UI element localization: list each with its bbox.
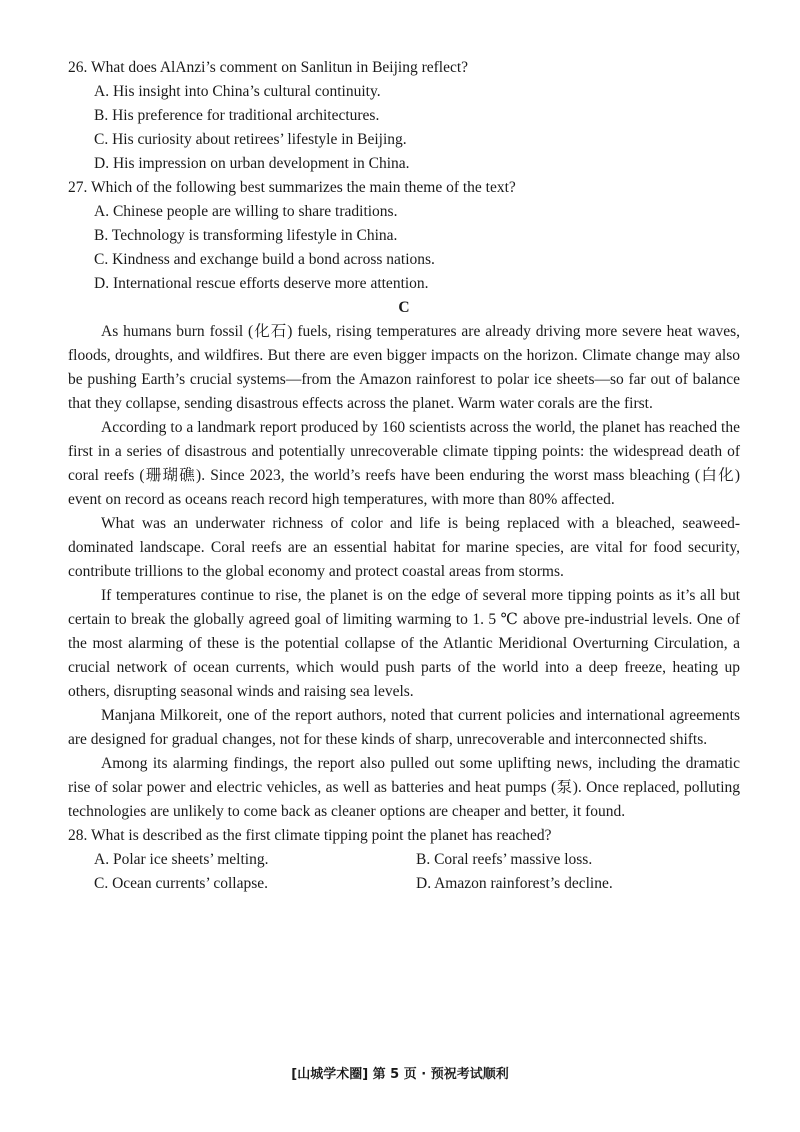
- question-27-stem: 27. Which of the following best summarizes the main theme of the text?: [68, 179, 516, 196]
- q28-option-c: C. Ocean currents’ collapse.: [94, 875, 269, 892]
- page-content: [68, 56, 740, 896]
- q26-option-d: D. His impression on urban development in China.: [94, 155, 410, 172]
- q26-option-b: B. His preference for traditional architectures.: [94, 107, 380, 124]
- passage-paragraph: What was an underwater richness of color and life is being replaced with a bleached, seaweed-dominated landscape. Coral reefs are an essential habitat for marine species, are vital for food security, contribute trillions to the global economy and protect coastal areas from storms.: [68, 515, 740, 580]
- passage-label: C: [398, 299, 410, 316]
- passage-paragraph: As humans burn fossil (化石) fuels, rising temperatures are already driving more severe heat waves, floods, droughts, and wildfires. But there are even bigger impacts on the horizon. Climate change may also be pushing Earth’s crucial systems—from the Amazon rainforest to polar ice sheets—so far out of balance that they collapse, sending disastrous effects across the planet. Warm water corals are the first.: [68, 323, 740, 412]
- q27-option-d: D. International rescue efforts deserve more attention.: [94, 275, 429, 292]
- q28-option-a: A. Polar ice sheets’ melting.: [94, 851, 269, 868]
- q27-option-c: C. Kindness and exchange build a bond across nations.: [94, 251, 435, 268]
- q28-option-d: D. Amazon rainforest’s decline.: [416, 875, 613, 892]
- q28-options-row-2: [68, 872, 740, 896]
- passage-paragraph: Manjana Milkoreit, one of the report authors, noted that current policies and international agreements are designed for gradual changes, not for these kinds of sharp, unrecoverable and interconnected shifts.: [68, 707, 740, 748]
- q26-option-a: A. His insight into China’s cultural continuity.: [94, 83, 381, 100]
- q28-option-b: B. Coral reefs’ massive loss.: [416, 851, 593, 868]
- q27-option-b: B. Technology is transforming lifestyle in China.: [94, 227, 398, 244]
- passage-paragraph: If temperatures continue to rise, the planet is on the edge of several more tipping points as it’s all but certain to break the globally agreed goal of limiting warming to 1. 5 ℃ above pre-industrial levels. One of the most alarming of these is the potential collapse of the Atlantic Meridional Overturning Circulation, a crucial network of ocean currents, which would push parts of the world into a deep freeze, heating up others, disrupting seasonal winds and raising sea levels.: [68, 587, 740, 700]
- page-footer: [山城学术圈] 第 5 页 · 预祝考试顺利: [291, 1067, 509, 1082]
- question-28-stem: 28. What is described as the first climate tipping point the planet has reached?: [68, 827, 552, 844]
- q28-options-row-1: [68, 848, 740, 872]
- question-26-stem: 26. What does AlAnzi’s comment on Sanlitun in Beijing reflect?: [68, 59, 469, 76]
- q27-option-a: A. Chinese people are willing to share traditions.: [94, 203, 398, 220]
- passage-paragraph: Among its alarming findings, the report also pulled out some uplifting news, including the dramatic rise of solar power and electric vehicles, as well as batteries and heat pumps (泵). Once replaced, polluting technologies are unlikely to come back as cleaner options are cheaper and better, it found.: [68, 755, 740, 820]
- q26-option-c: C. His curiosity about retirees’ lifestyle in Beijing.: [94, 131, 407, 148]
- passage-paragraph: According to a landmark report produced by 160 scientists across the world, the planet has reached the first in a series of disastrous and potentially unrecoverable climate tipping points: the widespread death of coral reefs (珊瑚礁). Since 2023, the world’s reefs have been enduring the worst mass bleaching (白化) event on record as oceans reach record high temperatures, with more than 80% affected.: [68, 419, 740, 508]
